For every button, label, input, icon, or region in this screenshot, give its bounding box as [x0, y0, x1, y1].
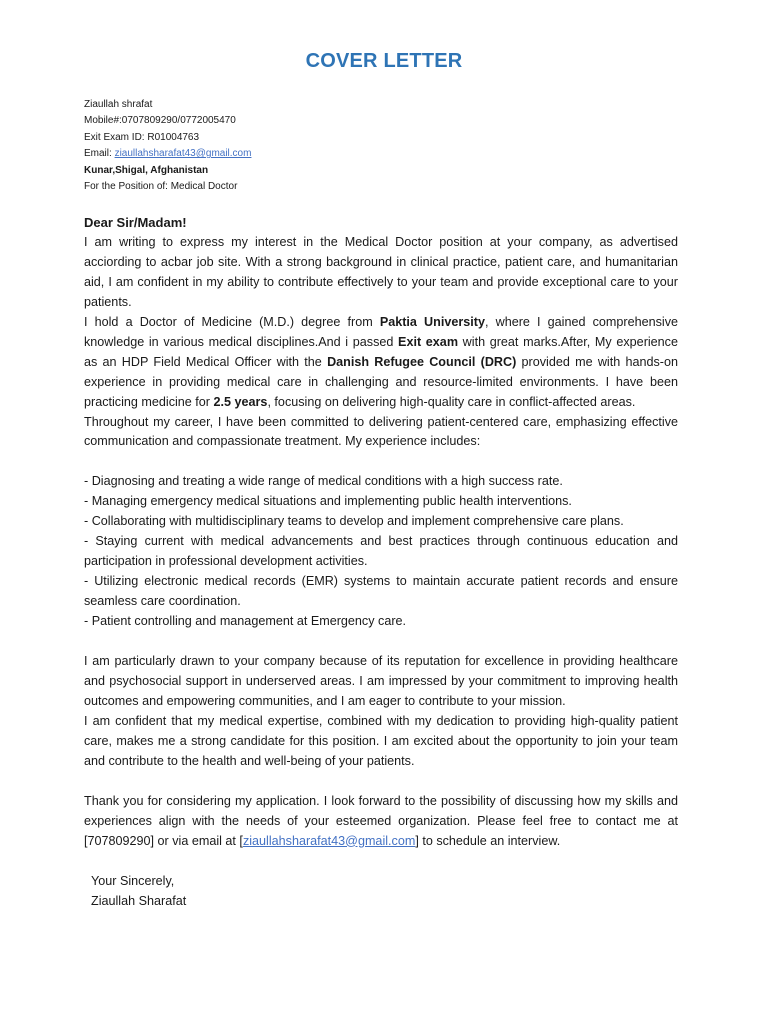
mobile-number: Mobile#:0707809290/0772005470: [84, 115, 236, 127]
paragraph-career: Throughout my career, I have been committed to delivering patient-centered care, emphasizing effective communication and compassionate treatment. My experience includes:: [84, 414, 678, 449]
paragraph-education: [84, 313, 678, 413]
location: Kunar,Shigal, Afghanistan: [84, 164, 209, 176]
experience-years: 2.5 years: [213, 394, 268, 409]
university-name: Paktia University: [379, 314, 485, 329]
text-run: ] to schedule an interview.: [415, 833, 561, 848]
list-item: - Diagnosing and treating a wide range of medical conditions with a high success rate.: [84, 474, 563, 489]
list-item: - Patient controlling and management at Emergency care.: [84, 614, 407, 629]
paragraph-intro: I am writing to express my interest in the Medical Doctor position at your company, as advertised acciording to acbar job site. With a strong background in clinical practice, patient care, and humanitarian aid, I am confident in my ability to contribute effectively to your team and provide exceptional care to your patients.: [84, 234, 678, 309]
email-label: Email:: [84, 148, 115, 160]
spacer: [84, 452, 678, 472]
email-link[interactable]: ziaullahsharafat43@gmail.com: [114, 148, 252, 160]
text-run: provided me with hands-on experience in providing medical care in challenging and resource-limited environments. I have been practicing medicine for: [84, 354, 678, 409]
email-link[interactable]: ziaullahsharafat43@gmail.com: [242, 833, 416, 848]
closing-block: [91, 872, 186, 912]
organization-name: Danish Refugee Council (DRC): [327, 354, 517, 369]
list-item: - Utilizing electronic medical records (EMR) systems to maintain accurate patient records and ensure seamless care coordination.: [84, 574, 678, 609]
contact-header: [84, 97, 684, 195]
letter-body: [84, 213, 678, 851]
spacer: [84, 632, 678, 652]
spacer: [84, 772, 678, 792]
email-line: [84, 146, 684, 162]
text-run: , where I gained comprehensive knowledge in various medical disciplines.And i passed: [84, 314, 678, 349]
signature-name: Ziaullah Sharafat: [91, 893, 187, 908]
exit-exam-id: Exit Exam ID: R01004763: [84, 131, 200, 143]
list-item: - Staying current with medical advancements and best practices through continuous education and participation in professional development activities.: [84, 534, 678, 569]
text-run: , focusing on delivering high-quality care in conflict-affected areas.: [267, 394, 636, 409]
text-run: Thank you for considering my application. I look forward to the possibility of discussing how my skills and experiences align with the needs of your esteemed organization. Please feel free to contact me at [707809290] or via email at [: [84, 793, 678, 848]
paragraph-thanks: [84, 792, 678, 852]
position-applied: For the Position of: Medical Doctor: [84, 181, 238, 193]
paragraph-motivation: I am particularly drawn to your company because of its reputation for excellence in providing healthcare and psychosocial support in underserved areas. I am impressed by your commitment to improving health outcomes and empowering communities, and I am eager to contribute to your mission.: [84, 653, 678, 708]
list-item: - Collaborating with multidisciplinary teams to develop and implement comprehensive care plans.: [84, 514, 624, 529]
applicant-name: Ziaullah shrafat: [84, 99, 153, 110]
text-run: I hold a Doctor of Medicine (M.D.) degree from: [84, 314, 380, 329]
page-title: COVER LETTER: [305, 50, 463, 72]
exit-exam: Exit exam: [398, 334, 459, 349]
list-item: - Managing emergency medical situations and implementing public health interventions.: [84, 494, 572, 509]
closing-phrase: Your Sincerely,: [91, 874, 175, 888]
paragraph-confidence: I am confident that my medical expertise, combined with my dedication to providing high-quality patient care, makes me a strong candidate for this position. I am excited about the opportunity to join your team and contribute to the health and well-being of your patients.: [84, 713, 678, 768]
text-run: with great marks.After, My experience as an HDP Field Medical Officer with the: [84, 334, 678, 369]
salutation: Dear Sir/Madam!: [84, 215, 187, 230]
